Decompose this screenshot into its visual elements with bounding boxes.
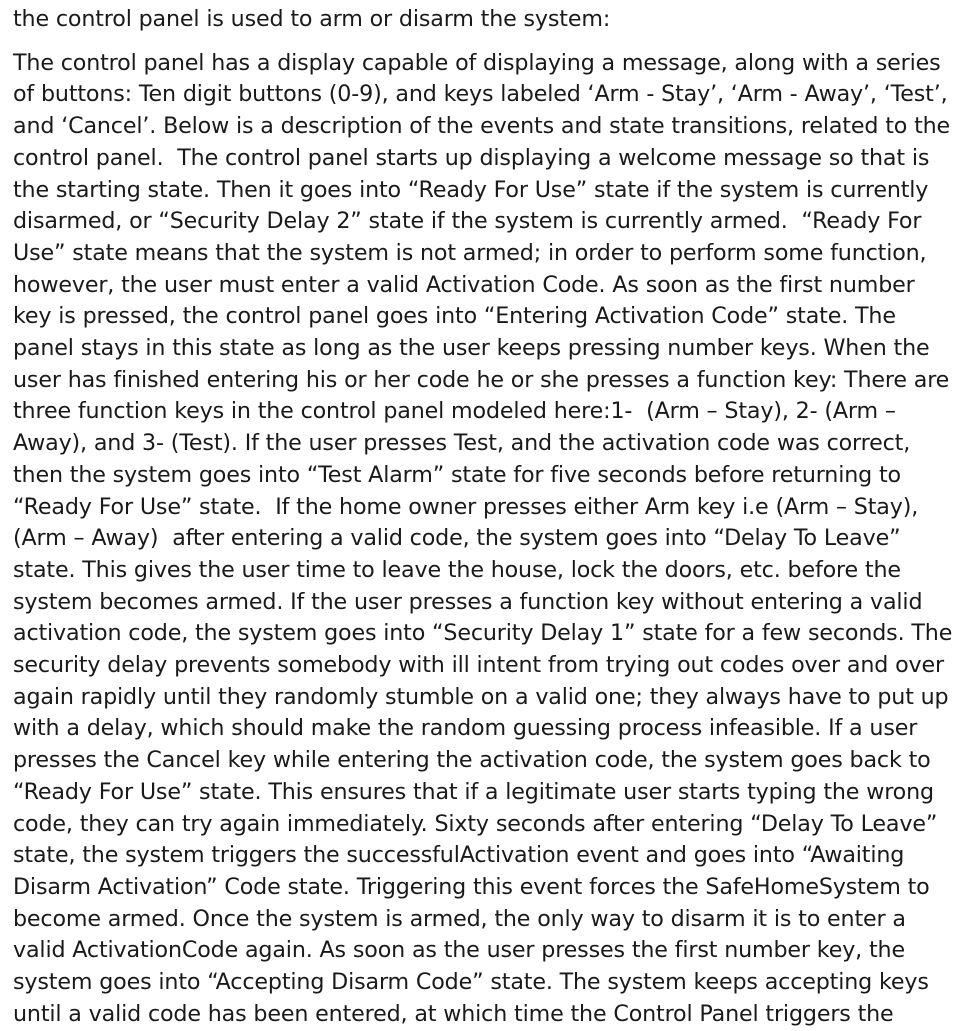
- paragraph-line: state, the system triggers the successfulActivation event and goes into “Awaiting: [13, 842, 905, 869]
- paragraph-line: Use” state means that the system is not armed; in order to perform some function,: [13, 239, 927, 266]
- paragraph-line: user has finished entering his or her code he or she presses a function key: There are: [13, 366, 950, 393]
- paragraph-line: state. This gives the user time to leave the house, lock the doors, etc. before the: [13, 556, 901, 583]
- body-paragraph: [13, 48, 977, 1031]
- paragraph-line: system becomes armed. If the user presses a function key without entering a valid: [13, 588, 923, 615]
- paragraph-line: become armed. Once the system is armed, the only way to disarm it is to enter a: [13, 905, 906, 932]
- paragraph-line: disarmed, or “Security Delay 2” state if the system is currently armed. “Ready For: [13, 208, 922, 235]
- paragraph-line: valid ActivationCode again. As soon as the user presses the first number key, the: [13, 937, 905, 964]
- paragraph-line: the starting state. Then it goes into “Ready For Use” state if the system is currently: [13, 176, 929, 203]
- paragraph-line: control panel. The control panel starts up displaying a welcome message so that is: [13, 144, 930, 171]
- paragraph-line: three function keys in the control panel modeled here:1- (Arm – Stay), 2- (Arm –: [13, 398, 896, 425]
- paragraph-line: until a valid code has been entered, at which time the Control Panel triggers the: [13, 1000, 894, 1027]
- paragraph-line: panel stays in this state as long as the user keeps pressing number keys. When the: [13, 335, 930, 362]
- document-page: [13, 4, 977, 1031]
- paragraph-line: “Ready For Use” state. If the home owner presses either Arm key i.e (Arm – Stay),: [13, 493, 919, 520]
- paragraph-line: presses the Cancel key while entering the activation code, the system goes back to: [13, 747, 931, 774]
- paragraph-line: key is pressed, the control panel goes into “Entering Activation Code” state. The: [13, 303, 896, 330]
- paragraph-line: with a delay, which should make the random guessing process infeasible. If a user: [13, 715, 918, 742]
- paragraph-line: code, they can try again immediately. Sixty seconds after entering “Delay To Leave”: [13, 810, 938, 837]
- paragraph-line: The control panel has a display capable of displaying a message, along with a series: [13, 49, 941, 76]
- paragraph-line: of buttons: Ten digit buttons (0-9), and keys labeled ‘Arm - Stay’, ‘Arm - Away’, ‘Test’,: [13, 81, 948, 108]
- paragraph-line: however, the user must enter a valid Activation Code. As soon as the first number: [13, 271, 915, 298]
- paragraph-line: (Arm – Away) after entering a valid code, the system goes into “Delay To Leave”: [13, 525, 901, 552]
- paragraph-line: again rapidly until they randomly stumble on a valid one; they always have to put up: [13, 683, 949, 710]
- paragraph-line: “Ready For Use” state. This ensures that if a legitimate user starts typing the wrong: [13, 778, 934, 805]
- paragraph-line: system goes into “Accepting Disarm Code” state. The system keeps accepting keys: [13, 969, 929, 996]
- intro-sentence: the control panel is used to arm or disarm the system:: [13, 6, 611, 32]
- paragraph-line: then the system goes into “Test Alarm” state for five seconds before returning to: [13, 461, 901, 488]
- paragraph-line: Disarm Activation” Code state. Triggering this event forces the SafeHomeSystem to: [13, 873, 930, 900]
- paragraph-line: activation code, the system goes into “Security Delay 1” state for a few seconds. The: [13, 620, 953, 647]
- paragraph-line: and ‘Cancel’. Below is a description of the events and state transitions, related to the: [13, 113, 951, 140]
- paragraph-line: security delay prevents somebody with ill intent from trying out codes over and over: [13, 652, 944, 679]
- paragraph-line: Away), and 3- (Test). If the user presses Test, and the activation code was correct,: [13, 430, 911, 457]
